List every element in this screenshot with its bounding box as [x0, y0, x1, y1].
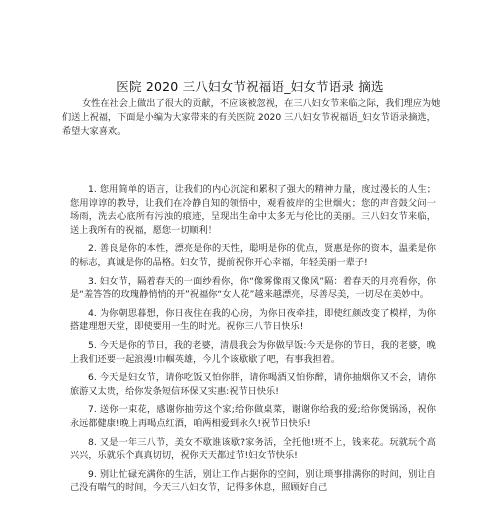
list-item: 4. 为你朝思暮想，你日夜住在我的心房，为你日夜牵挂，即使红颜改变了模样，为你搭建理想天堂，即使要用一生的时光。祝你三八节日快乐! — [70, 307, 436, 333]
list-item: 6. 今天是妇女节，请你吃饭又怕你胖，请你喝酒又怕你醉，请你抽烟你又不会，请你旅游又太贵，给你发条短信环保又实惠:祝节日快乐! — [70, 372, 436, 397]
greetings-list — [70, 183, 436, 500]
list-item: 3. 妇女节，隔着春天的一面纱看你，你“像雾像雨又像风”隔：着春天的月亮看你，你是“羞答答的玫瑰静悄悄的开”祝福你“女人花”越来越漂亮，尽善尽美，一切尽在美妙中。 — [70, 275, 436, 301]
list-item: 8. 又是一年三八节，美女不歇谁该歇?家务活，全托他!班不上，钱来花。玩就玩个高兴兴，乐就乐个真真切切，祝你天天都过节!妇女节快乐! — [70, 436, 436, 462]
document-title: 医院 2020 三八妇女节祝福语_妇女节语录 摘选 — [116, 79, 384, 94]
list-item: 1. 您用简单的语言，让我们的内心沉淀和累积了强大的精神力量，度过漫长的人生；您用谆谆的教导，让我们在冷静自知的领悟中，观看彼岸的尘世烟火；您的声音鼓父问一场雨，洗去心底所有污浊的痕迹，呈现出生命中太多无与伦比的美丽。三八妇女节来临，送上我所有的祝福，愿您一切顺利！ — [70, 184, 436, 236]
list-item: 9. 别让忙碌充满你的生活，别让工作占据你的空间，别让琐事排满你的时间，别让自己没有喘气的时间，今天三八妇女节，记得多休息，照顾好自己 — [70, 468, 436, 494]
document-intro: 女性在社会上做出了很大的贡献，不应该被忽视，在三八妇女节来临之际，我们理应为她们送上祝福，下面是小编为大家带来的有关医院 2020 三八妇女节祝福语_妇女节语录摘选，希望大家喜欢。 — [62, 98, 441, 137]
list-item: 5. 今天是你的节日，我的老婆，清晨我会为你做早饭:今天是你的节日，我的老婆，晚上我们还要一起浪漫!巾帼英雄，今儿个该歇歇了吧，有事我担着。 — [70, 339, 436, 365]
list-item: 2. 善良是你的本性，漂亮是你的天性，聪明是你的优点，贤惠是你的资本，温柔是你的标志，真诚是你的品格。妇女节，提前祝你开心幸福，年轻美丽一辈子! — [70, 243, 436, 268]
list-item: 7. 送你一束花，感谢你抽劳这个家;给你做桌菜，谢谢你给我的爱;给你煲锅汤，祝你永远都健康!晚上再喝点红酒，咱两相爱到永久!祝节日快乐! — [70, 404, 436, 429]
